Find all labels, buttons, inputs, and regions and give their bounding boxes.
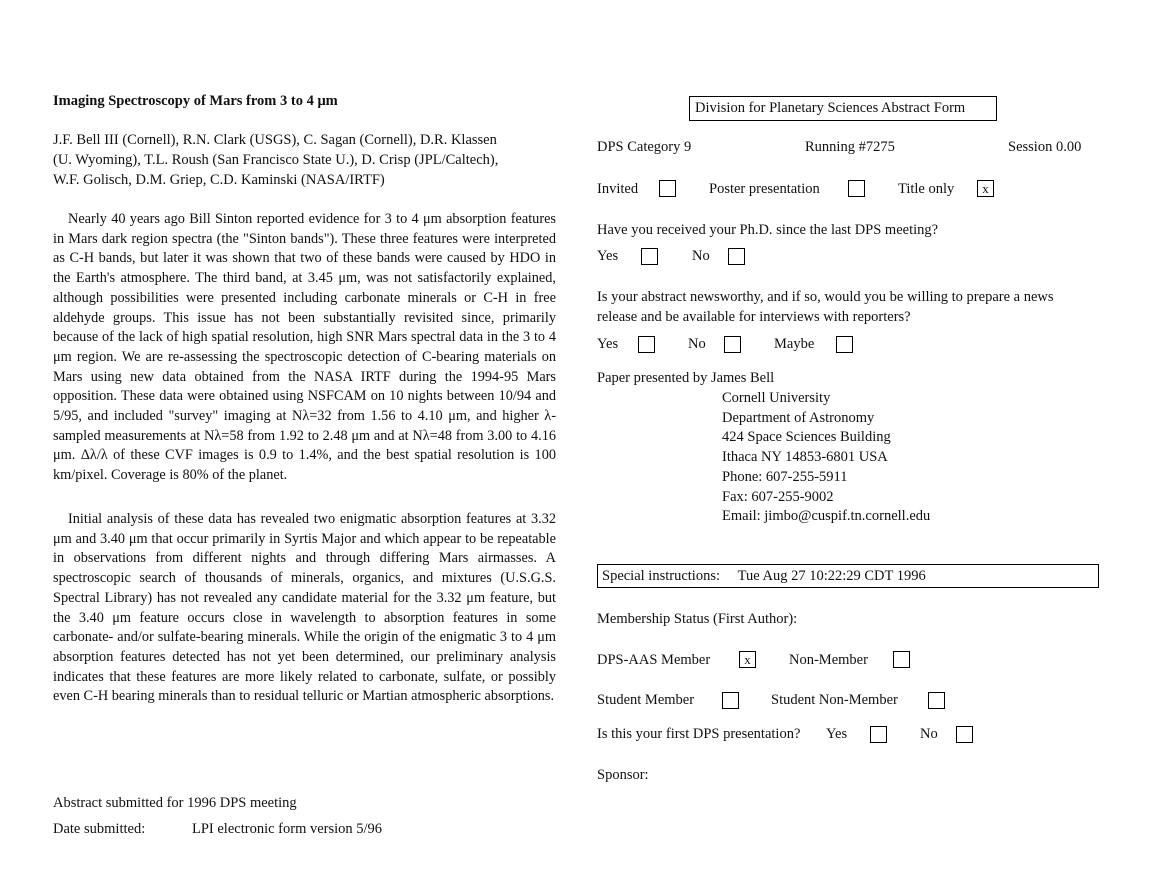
news-question-line1: Is your abstract newsworthy, and if so, would you be willing to prepare a news <box>597 289 1054 305</box>
dps-category: DPS Category 9 <box>597 139 692 155</box>
membership-label: Membership Status (First Author): <box>597 611 798 627</box>
invited-checkbox[interactable] <box>659 180 676 197</box>
poster-label: Poster presentation <box>709 181 820 197</box>
news-yes-checkbox[interactable] <box>638 336 655 353</box>
date-submitted-label: Date submitted: <box>53 821 146 837</box>
first-yes-checkbox[interactable] <box>870 726 887 743</box>
phd-question: Have you received your Ph.D. since the last DPS meeting? <box>597 222 939 238</box>
form-header: Division for Planetary Sciences Abstract Form <box>689 96 997 121</box>
author-line: (U. Wyoming), T.L. Roush (San Francisco State U.), D. Crisp (JPL/Caltech), <box>53 152 499 168</box>
invited-label: Invited <box>597 181 639 197</box>
abstract-title: Imaging Spectroscopy of Mars from 3 to 4 μm <box>53 93 338 109</box>
news-no-label: No <box>688 336 706 352</box>
student-non-member-checkbox[interactable] <box>928 692 945 709</box>
abstract-paragraph-1: Nearly 40 years ago Bill Sinton reported evidence for 3 to 4 μm absorption features in Mars dark region spectra (the "Sinton bands"). These three features were interpreted as C-H bands, but later it was shown that two of these bands were caused by HDO in the Earth's atmosphere. The third band, at 3.45 μm, was not satisfactorily explained, although possibilities were presented including carbonate minerals or C-H in free aldehyde groups. This issue has not been substantially revisited since, primarily because of the lack of high spatial resolution, high SNR Mars spectral data in the 3 to 4 μm region. We are re-assessing the spectroscopic detection of C-bearing materials on Mars using new data obtained from the NASA IRTF during the 1994-95 Mars opposition. These data were obtained using NSFCAM on 10 nights between 10/94 and 5/95, and included "survey" imaging at Nλ=32 from 1.56 to 4.10 μm, and higher λ-sampled measurements at Nλ=58 from 1.92 to 2.48 μm and at Nλ=48 from 3.00 to 4.16 μm. Δλ/λ of these CVF images is 0.9 to 1.4%, and the best spatial resolution is 100 km/pixel. Coverage is 80% of the planet. <box>53 211 556 484</box>
student-member-label: Student Member <box>597 692 695 708</box>
form-version: LPI electronic form version 5/96 <box>192 821 383 837</box>
author-list <box>53 130 558 190</box>
title-only-checkbox[interactable]: x <box>977 180 994 197</box>
address-phone: Phone: 607-255-5911 <box>722 468 848 485</box>
first-yes-label: Yes <box>826 726 848 742</box>
first-no-label: No <box>920 726 938 742</box>
running-number: Running #7275 <box>805 139 895 155</box>
non-member-checkbox[interactable] <box>893 651 910 668</box>
sponsor-label: Sponsor: <box>597 767 649 783</box>
session-number: Session 0.00 <box>1008 139 1082 155</box>
news-maybe-label: Maybe <box>774 336 815 352</box>
presenter-address <box>722 389 930 527</box>
student-member-checkbox[interactable] <box>722 692 739 709</box>
phd-yes-checkbox[interactable] <box>641 248 658 265</box>
address-fax: Fax: 607-255-9002 <box>722 488 834 505</box>
news-yes-label: Yes <box>597 336 619 352</box>
dps-aas-member-checkbox[interactable]: x <box>739 651 756 668</box>
phd-yes-label: Yes <box>597 248 619 264</box>
phd-no-label: No <box>692 248 710 264</box>
author-line: J.F. Bell III (Cornell), R.N. Clark (USGS), C. Sagan (Cornell), D.R. Klassen <box>53 132 497 148</box>
submitted-for: Abstract submitted for 1996 DPS meeting <box>53 795 297 811</box>
non-member-label: Non-Member <box>789 652 868 668</box>
special-instructions-value: Tue Aug 27 10:22:29 CDT 1996 <box>737 568 926 584</box>
news-maybe-checkbox[interactable] <box>836 336 853 353</box>
news-no-checkbox[interactable] <box>724 336 741 353</box>
title-only-label: Title only <box>898 181 955 197</box>
first-no-checkbox[interactable] <box>956 726 973 743</box>
dps-aas-member-label: DPS-AAS Member <box>597 652 711 668</box>
presenter-label: Paper presented by James Bell <box>597 370 775 386</box>
address-line: Department of Astronomy <box>722 409 875 426</box>
special-instructions-box <box>597 564 1099 588</box>
address-email: Email: jimbo@cuspif.tn.cornell.edu <box>722 508 931 525</box>
news-question-line2: release and be available for interviews with reporters? <box>597 309 911 325</box>
poster-checkbox[interactable] <box>848 180 865 197</box>
author-line: W.F. Golisch, D.M. Griep, C.D. Kaminski (NASA/IRTF) <box>53 172 385 188</box>
special-instructions-label: Special instructions: <box>602 568 720 584</box>
abstract-paragraph-2: Initial analysis of these data has revealed two enigmatic absorption features at 3.32 μm and 3.40 μm that occur primarily in Syrtis Major and which appear to be repeatable in observations from different nights and through differing Mars airmasses. A spectroscopic search of thousands of minerals, organics, and mixtures (U.S.G.S. Spectral Library) has not revealed any candidate material for the 3.32 μm feature, but the 3.40 μm feature occurs close in wavelength to absorption features in some carbonate- and/or sulfate-bearing minerals. While the origin of the enigmatic 3 to 4 μm absorption features detected has not yet been determined, our preliminary analysis indicates that these features are more likely related to carbonate, sulfate, or possibly even C-H bearing minerals than to residual telluric or Martian atmospheric absorptions. <box>53 511 556 705</box>
first-presentation-label: Is this your first DPS presentation? <box>597 726 801 742</box>
student-non-member-label: Student Non-Member <box>771 692 898 708</box>
address-line: Cornell University <box>722 390 831 406</box>
phd-no-checkbox[interactable] <box>728 248 745 265</box>
address-line: Ithaca NY 14853-6801 USA <box>722 449 888 466</box>
address-line: 424 Space Sciences Building <box>722 429 891 446</box>
